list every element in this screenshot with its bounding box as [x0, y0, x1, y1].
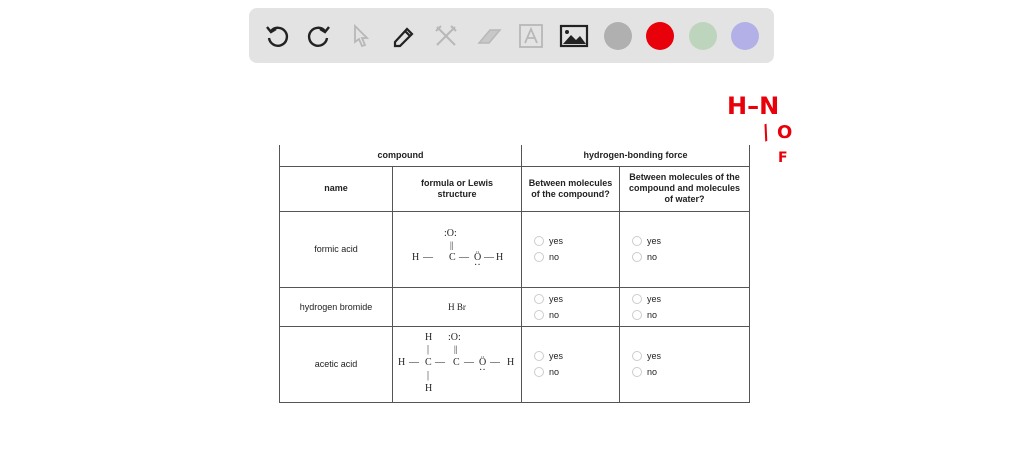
tools-icon[interactable] — [431, 21, 461, 51]
compound-table — [279, 145, 750, 403]
header-name: name — [280, 166, 393, 211]
group-header-hbond: hydrogen-bonding force — [522, 145, 750, 166]
atom-c: C — [453, 357, 460, 368]
double-bond: || — [450, 240, 454, 250]
drawing-toolbar — [249, 8, 774, 63]
eraser-icon[interactable] — [474, 21, 504, 51]
handwriting-h-n: H–N — [727, 92, 780, 120]
radio-no[interactable] — [632, 367, 749, 377]
atom-o: :O: — [444, 228, 457, 239]
image-icon[interactable] — [559, 21, 589, 51]
radio-label: no — [647, 252, 658, 262]
atom-o: Ö — [479, 357, 487, 368]
radio-label: no — [549, 309, 560, 320]
radio-label: no — [549, 367, 560, 377]
radio-no[interactable] — [632, 310, 749, 320]
radio-label: yes — [549, 236, 564, 246]
compound-name: hydrogen bromide — [280, 287, 393, 326]
bond: | — [427, 344, 430, 355]
header-formula: formula or Lewis structure — [393, 166, 522, 211]
table-row — [280, 287, 750, 326]
atom-c: C — [449, 252, 456, 263]
radio-no[interactable] — [534, 310, 619, 320]
compound-name: acetic acid — [280, 326, 393, 402]
atom-h: H — [398, 357, 406, 368]
atom-o: Ö — [474, 252, 482, 263]
color-gray[interactable] — [604, 22, 632, 50]
atom-h: H — [507, 357, 515, 368]
double-bond: || — [454, 344, 458, 354]
lewis-structure — [393, 211, 522, 287]
lewis-structure — [393, 326, 522, 402]
bond: — — [423, 252, 433, 263]
radio-label: yes — [549, 351, 564, 361]
radio-circle[interactable] — [534, 310, 544, 320]
group-header-compound: compound — [280, 145, 522, 166]
undo-icon[interactable] — [262, 21, 292, 51]
header-between-compound: Between molecules of the compound? — [522, 166, 620, 211]
radio-yes[interactable] — [534, 351, 619, 361]
color-green[interactable] — [689, 22, 717, 50]
radio-yes[interactable] — [534, 236, 619, 246]
atom-c: C — [425, 357, 432, 368]
atom-h: H — [412, 252, 420, 263]
formula: H Br — [393, 287, 522, 326]
radio-circle[interactable] — [534, 236, 544, 246]
radio-circle[interactable] — [632, 310, 642, 320]
radio-label: no — [549, 252, 560, 262]
atom-h: H — [425, 332, 433, 343]
text-icon[interactable] — [516, 21, 546, 51]
redo-icon[interactable] — [304, 21, 334, 51]
bond: — — [435, 357, 445, 368]
radio-circle[interactable] — [534, 367, 544, 377]
bond: — — [464, 357, 474, 368]
radio-circle[interactable] — [632, 252, 642, 262]
radio-circle[interactable] — [534, 252, 544, 262]
radio-circle[interactable] — [632, 367, 642, 377]
handwriting-o: O — [777, 122, 793, 143]
radio-label: no — [647, 367, 658, 377]
radio-circle[interactable] — [632, 294, 642, 304]
color-red[interactable] — [646, 22, 674, 50]
handwriting-f: F — [778, 150, 788, 166]
pen-icon[interactable] — [389, 21, 419, 51]
radio-label: no — [647, 309, 658, 320]
radio-circle[interactable] — [534, 294, 544, 304]
atom-h: H — [496, 252, 504, 263]
radio-circle[interactable] — [534, 351, 544, 361]
radio-label: yes — [647, 293, 662, 304]
bond: — — [459, 252, 469, 263]
bond: | — [427, 370, 430, 381]
radio-label: yes — [549, 293, 564, 304]
radio-yes[interactable] — [632, 236, 749, 246]
radio-label: yes — [647, 351, 662, 361]
handwriting-bond-line: / — [758, 119, 774, 145]
radio-no[interactable] — [632, 252, 749, 262]
compound-name: formic acid — [280, 211, 393, 287]
radio-no[interactable] — [534, 252, 619, 262]
table-row — [280, 211, 750, 287]
radio-yes[interactable] — [632, 294, 749, 304]
lone-pair: ·· — [479, 365, 486, 376]
radio-circle[interactable] — [632, 351, 642, 361]
bond: — — [409, 357, 419, 368]
bond: — — [490, 357, 500, 368]
bond: — — [484, 252, 494, 263]
header-between-water: Between molecules of the compound and molecules of water? — [620, 166, 750, 211]
atom-o: :O: — [448, 332, 461, 343]
radio-yes[interactable] — [632, 351, 749, 361]
atom-h: H — [425, 383, 433, 394]
lone-pair: ·· — [474, 260, 481, 271]
pointer-icon[interactable] — [346, 21, 376, 51]
radio-yes[interactable] — [534, 294, 619, 304]
radio-circle[interactable] — [632, 236, 642, 246]
table-row — [280, 326, 750, 402]
radio-label: yes — [647, 236, 662, 246]
radio-no[interactable] — [534, 367, 619, 377]
color-purple[interactable] — [731, 22, 759, 50]
